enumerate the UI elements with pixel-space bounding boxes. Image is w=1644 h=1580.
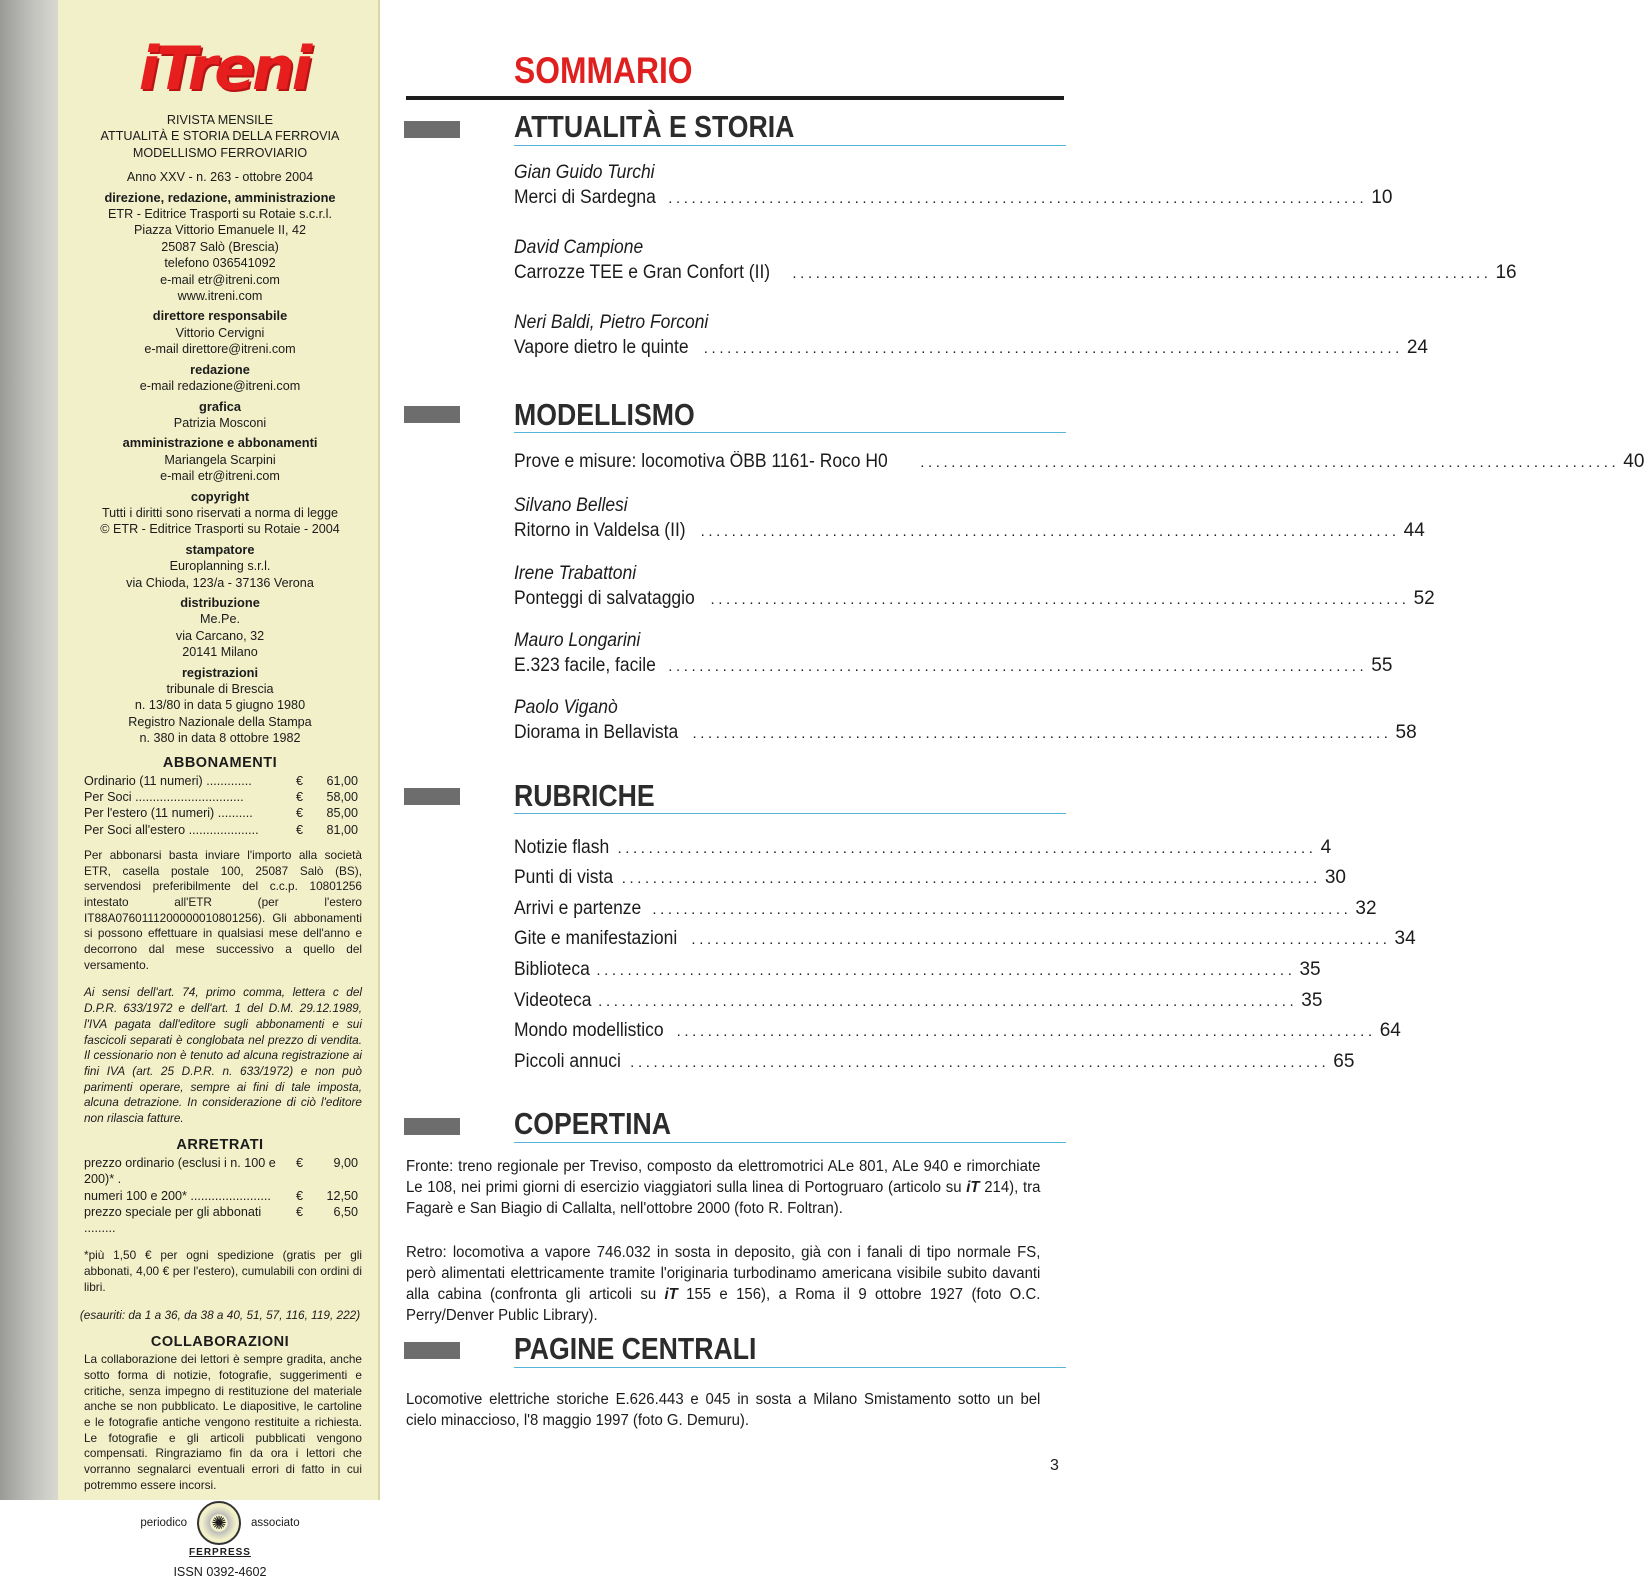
publication-line: MODELLISMO FERROVIARIO <box>132 145 308 160</box>
table-of-contents <box>400 0 1644 1500</box>
price-currency: € <box>296 822 304 837</box>
leader-dots: .......................................................................................... <box>703 340 1403 357</box>
colophon-line: n. 380 in data 8 ottobre 1982 <box>139 731 301 746</box>
price-value: 81,00 <box>326 822 358 837</box>
issn: ISSN 0392-4602 <box>173 1564 267 1579</box>
publication-line: RIVISTA MENSILE <box>166 113 274 127</box>
colophon-heading: registrazioni <box>181 664 259 680</box>
leader-dots: .......................................................................................... <box>668 658 1368 675</box>
entry-title: Biblioteca <box>514 959 590 980</box>
toc-entry[interactable] <box>514 449 1644 475</box>
toc-entry[interactable] <box>514 865 1346 891</box>
entry-title: Prove e misure: locomotiva ÖBB 1161- Roco H0 <box>514 451 888 472</box>
price-currency: € <box>296 1188 304 1203</box>
section-rule <box>514 1367 1066 1368</box>
entry-title: Merci di Sardegna <box>514 187 656 208</box>
price-value: 6,50 <box>333 1204 358 1219</box>
section-marker <box>404 1342 460 1359</box>
toc-entry[interactable] <box>514 835 1332 861</box>
entry-page: 52 <box>1413 588 1435 609</box>
entry-title: Ponteggi di salvataggio <box>514 588 695 609</box>
section-rule <box>514 813 1066 814</box>
price-value: 58,00 <box>326 790 358 805</box>
entry-title: Diorama in Bellavista <box>514 722 679 743</box>
section-rule <box>514 432 1066 433</box>
leader-dots: .......................................................................................... <box>598 993 1298 1010</box>
price-label: Per l'estero (11 numeri) .......... <box>84 806 253 821</box>
price-label: Per Soci ............................... <box>84 790 244 805</box>
colophon-line: Vittorio Cervigni <box>175 325 265 340</box>
entry-page: 30 <box>1324 867 1346 888</box>
price-label: prezzo ordinario (esclusi i n. 100 e 200)* . <box>84 1156 276 1187</box>
cover-front-caption: Fronte: treno regionale per Treviso, composto da elettromotrici ALe 801, ALe 940 e rimorchiate Le 108, nei primi giorni di esercizio viaggiatori sulla linea di Portogruaro (articolo su iT 214), tra Fagarè e San Biagio di Callalta, nell'ottobre 2000 (foto R. Foltran). <box>406 1158 1041 1217</box>
section-marker <box>404 121 460 138</box>
colophon-line[interactable]: e-mail etr@itreni.com <box>160 272 280 287</box>
price-value: 9,00 <box>333 1156 358 1171</box>
price-label: Ordinario (11 numeri) ............. <box>84 774 252 789</box>
colophon-heading: direttore responsabile <box>152 308 288 324</box>
periodico-label: periodico <box>140 1517 188 1530</box>
leader-dots: .......................................................................................... <box>652 901 1352 918</box>
colophon-heading: grafica <box>199 398 241 414</box>
leader-dots: .......................................................................................... <box>668 190 1368 207</box>
leader-dots: .......................................................................................... <box>596 962 1296 979</box>
entry-title: Mondo modellistico <box>514 1020 664 1041</box>
section-rule <box>514 145 1066 146</box>
arretrati-title: ARRETRATI <box>176 1136 264 1153</box>
section-title: RUBRICHE <box>514 778 655 813</box>
price-currency: € <box>296 1156 304 1171</box>
colophon-line: Tutti i diritti sono riservati a norma di legge <box>101 505 339 520</box>
price-currency: € <box>296 790 304 805</box>
associato-line <box>70 1501 370 1545</box>
price-row <box>70 1188 370 1204</box>
toc-entry[interactable] <box>514 1049 1355 1075</box>
colophon-line: 25087 Salò (Brescia) <box>161 239 279 254</box>
abbonamenti-title: ABBONAMENTI <box>162 754 278 771</box>
entry-page: 35 <box>1299 959 1321 980</box>
entry-author: Gian Guido Turchi <box>514 162 655 183</box>
colophon-column <box>58 0 380 1579</box>
price-label: numeri 100 e 200* ....................... <box>84 1188 271 1203</box>
ferpress-label: FERPRESS <box>189 1547 251 1559</box>
leader-dots: .......................................................................................... <box>700 523 1400 540</box>
entry-author: David Campione <box>514 237 644 258</box>
leader-dots: .......................................................................................... <box>792 265 1492 282</box>
entry-page: 64 <box>1379 1020 1401 1041</box>
price-label: Per Soci all'estero .................... <box>84 822 259 837</box>
leader-dots: .......................................................................................... <box>676 1023 1376 1040</box>
entry-page: 35 <box>1301 990 1323 1011</box>
colophon-line: Registro Nazionale della Stampa <box>128 714 312 729</box>
leader-dots: .......................................................................................... <box>630 1054 1330 1071</box>
toc-entry[interactable] <box>514 236 1517 286</box>
issue-line: Anno XXV - n. 263 - ottobre 2004 <box>126 170 314 185</box>
page-number: 3 <box>1050 1457 1059 1474</box>
colophon-line: ETR - Editrice Trasporti su Rotaie s.c.r.l. <box>108 207 332 222</box>
abbonamenti-table <box>70 773 370 838</box>
section-marker <box>404 406 460 423</box>
leader-dots: .......................................................................................... <box>617 840 1317 857</box>
entry-title: Notizie flash <box>514 837 610 858</box>
colophon-heading: amministrazione e abbonamenti <box>122 435 318 451</box>
arretrati-table <box>70 1155 370 1236</box>
esauriti-note: (esauriti: da 1 a 36, da 38 a 40, 51, 57, 116, 119, 222) <box>79 1308 361 1323</box>
title-rule <box>406 96 1064 100</box>
price-row <box>70 1204 370 1236</box>
ferpress-emblem-icon: ✺ <box>197 1501 241 1545</box>
section-rule <box>514 1142 1066 1143</box>
leader-dots: .......................................................................................... <box>692 725 1392 742</box>
colophon-line: telefono 036541092 <box>164 256 276 271</box>
entry-page: 32 <box>1355 898 1377 919</box>
price-value: 61,00 <box>326 774 358 789</box>
colophon-line: tribunale di Brescia <box>166 682 274 696</box>
entry-page: 40 <box>1623 451 1644 472</box>
colophon-blocks <box>70 190 370 747</box>
toc-entry[interactable] <box>514 311 1428 361</box>
toc-entry[interactable] <box>514 988 1323 1014</box>
entry-author: Paolo Viganò <box>514 697 618 718</box>
colophon-heading: redazione <box>190 361 250 377</box>
leader-dots: .......................................................................................... <box>621 870 1321 887</box>
toc-entry[interactable] <box>514 494 1425 544</box>
price-label: prezzo speciale per gli abbonati ......... <box>84 1204 262 1236</box>
entry-page: 44 <box>1403 520 1425 541</box>
toc-entry[interactable] <box>514 957 1321 983</box>
price-currency: € <box>296 774 304 789</box>
entry-title: Videoteca <box>514 990 592 1011</box>
leader-dots: .......................................................................................... <box>691 931 1391 948</box>
price-row <box>70 822 370 838</box>
price-row <box>70 789 370 805</box>
colophon-line: Patrizia Mosconi <box>173 415 267 430</box>
section-marker <box>404 1118 460 1135</box>
entry-author: Silvano Bellesi <box>514 495 628 516</box>
colophon-line: Me.Pe. <box>200 612 240 627</box>
section-marker <box>404 788 460 805</box>
colophon-line[interactable]: www.itreni.com <box>177 289 263 304</box>
price-row <box>70 1155 370 1187</box>
section-title: ATTUALITÀ E STORIA <box>514 109 795 144</box>
magazine-logo: iTreni <box>138 34 310 104</box>
entry-page: 34 <box>1394 928 1416 949</box>
toc-entry[interactable] <box>514 926 1416 952</box>
collaborazioni-title: COLLABORAZIONI <box>150 1333 290 1350</box>
sommario-title: SOMMARIO <box>514 50 693 91</box>
toc-entry[interactable] <box>514 896 1377 922</box>
colophon-line[interactable]: e-mail etr@itreni.com <box>160 469 280 484</box>
price-value: 85,00 <box>326 806 358 821</box>
price-row <box>70 805 370 821</box>
toc-entry[interactable] <box>514 1018 1401 1044</box>
colophon-line: Piazza Vittorio Emanuele II, 42 <box>134 223 306 238</box>
associato-label: associato <box>251 1517 300 1530</box>
colophon-line: Mariangela Scarpini <box>164 452 276 467</box>
binding-strip <box>0 0 58 1500</box>
toc-entry[interactable] <box>514 161 1393 211</box>
leader-dots: .......................................................................................... <box>710 591 1410 608</box>
entry-author: Irene Trabattoni <box>514 563 637 584</box>
entry-page: 55 <box>1371 655 1393 676</box>
cover-back-caption: Retro: locomotiva a vapore 746.032 in sosta in deposito, già con i fanali di tipo normale FS, però alimentati elettricamente tramite l'originaria turbodinamo americana visibile subito davanti alla cabina (confronta gli articoli su iT 155 e 156), a Roma il 9 ottobre 1927 (foto O.C. Perry/Denver Public Library). <box>406 1244 1041 1324</box>
colophon-line: n. 13/80 in data 5 giugno 1980 <box>134 698 306 713</box>
price-currency: € <box>296 1204 304 1219</box>
colophon-heading: stampatore <box>185 541 255 557</box>
entry-page: 58 <box>1395 722 1417 743</box>
toc-entry[interactable] <box>514 696 1417 746</box>
colophon-line[interactable]: e-mail direttore@itreni.com <box>144 342 296 357</box>
colophon-line: via Carcano, 32 <box>175 628 265 643</box>
entry-page: 16 <box>1495 262 1517 283</box>
colophon-line: © ETR - Editrice Trasporti su Rotaie - 2004 <box>100 522 340 537</box>
entry-title: Punti di vista <box>514 867 614 888</box>
section-title: MODELLISMO <box>514 397 695 432</box>
price-currency: € <box>296 806 304 821</box>
entry-page: 10 <box>1371 187 1393 208</box>
entry-title: E.323 facile, facile <box>514 655 656 676</box>
entry-title: Carrozze TEE e Gran Confort (II) <box>514 262 771 283</box>
abbonamenti-note: Per abbonarsi basta inviare l'importo alla società ETR, casella postale 100, 25087 Salò (BS), servendosi preferibilmente del c.c.p. 10801256 intestato all'ETR (per l'estero IT88A0760111200000010801256). Gli abbonamenti si possono effettuare in qualsiasi mese dell'anno e decorrono dal mese successivo a quello del versamento. <box>84 847 362 972</box>
iva-note: Ai sensi dell'art. 74, primo comma, lettera c del D.P.R. 633/1972 e dell'art. 1 del D.M. 29.12.1989, l'IVA pagata dall'editore sugli abbonamenti e sui fascicoli separati è conglobata nel prezzo di vendita. Il cessionario non è tenuto ad alcuna registrazione ai fini IVA (art. 25 D.P.R. n. 633/1972) e non può parimenti operare, sempre ai fini di tale imposta, alcuna detrazione. In considerazione di ciò l'editore non rilascia fatture. <box>84 985 362 1126</box>
entry-author: Neri Baldi, Pietro Forconi <box>514 312 709 333</box>
section-title: PAGINE CENTRALI <box>514 1331 757 1366</box>
colophon-line[interactable]: e-mail redazione@itreni.com <box>139 379 301 394</box>
colophon-line: via Chioda, 123/a - 37136 Verona <box>126 575 314 590</box>
colophon-line: 20141 Milano <box>182 645 258 660</box>
entry-page: 4 <box>1320 837 1332 858</box>
entry-title: Ritorno in Valdelsa (II) <box>514 520 686 541</box>
collaborazioni-text: La collaborazione dei lettori è sempre gradita, anche sotto forma di notizie, fotografie, suggerimenti e critiche, senza impegno di restituzione del materiale anche se non pubblicato. Le diapositive, le cartoline e le fotografie antiche vengono restituite a richiesta. Le fotografie e gli articoli pubblicati vengono compensati. Ringraziamo fin da ora i lettori che vorranno segnalarci eventuali errori di fatto in cui potremmo essere incorsi. <box>84 1352 362 1492</box>
entry-title: Gite e manifestazioni <box>514 928 678 949</box>
entry-page: 65 <box>1333 1051 1355 1072</box>
entry-page: 24 <box>1406 337 1428 358</box>
toc-entry[interactable] <box>514 629 1393 679</box>
entry-author: Mauro Longarini <box>514 630 641 651</box>
entry-title: Piccoli annuci <box>514 1051 621 1072</box>
colophon-heading: distribuzione <box>180 594 260 610</box>
leader-dots: .......................................................................................... <box>920 454 1620 471</box>
price-row <box>70 773 370 789</box>
toc-entry[interactable] <box>514 562 1435 612</box>
publication-line: ATTUALITÀ E STORIA DELLA FERROVIA <box>100 129 340 144</box>
colophon-heading: copyright <box>190 488 250 504</box>
colophon-heading: direzione, redazione, amministrazione <box>104 189 336 205</box>
price-value: 12,50 <box>326 1188 358 1203</box>
colophon-line: Europlanning s.r.l. <box>169 559 271 574</box>
entry-title: Arrivi e partenze <box>514 898 642 919</box>
entry-title: Vapore dietro le quinte <box>514 337 689 358</box>
centerfold-caption: Locomotive elettriche storiche E.626.443 e 045 in sosta a Milano Smistamento sotto un bel cielo minaccioso, l'8 maggio 1997 (foto G. Demuru). <box>406 1391 1041 1429</box>
section-title: COPERTINA <box>514 1106 672 1141</box>
arretrati-note: *più 1,50 € per ogni spedizione (gratis per gli abbonati, 4,00 € per l'estero), cumulabili con ordini di libri. <box>84 1248 362 1294</box>
